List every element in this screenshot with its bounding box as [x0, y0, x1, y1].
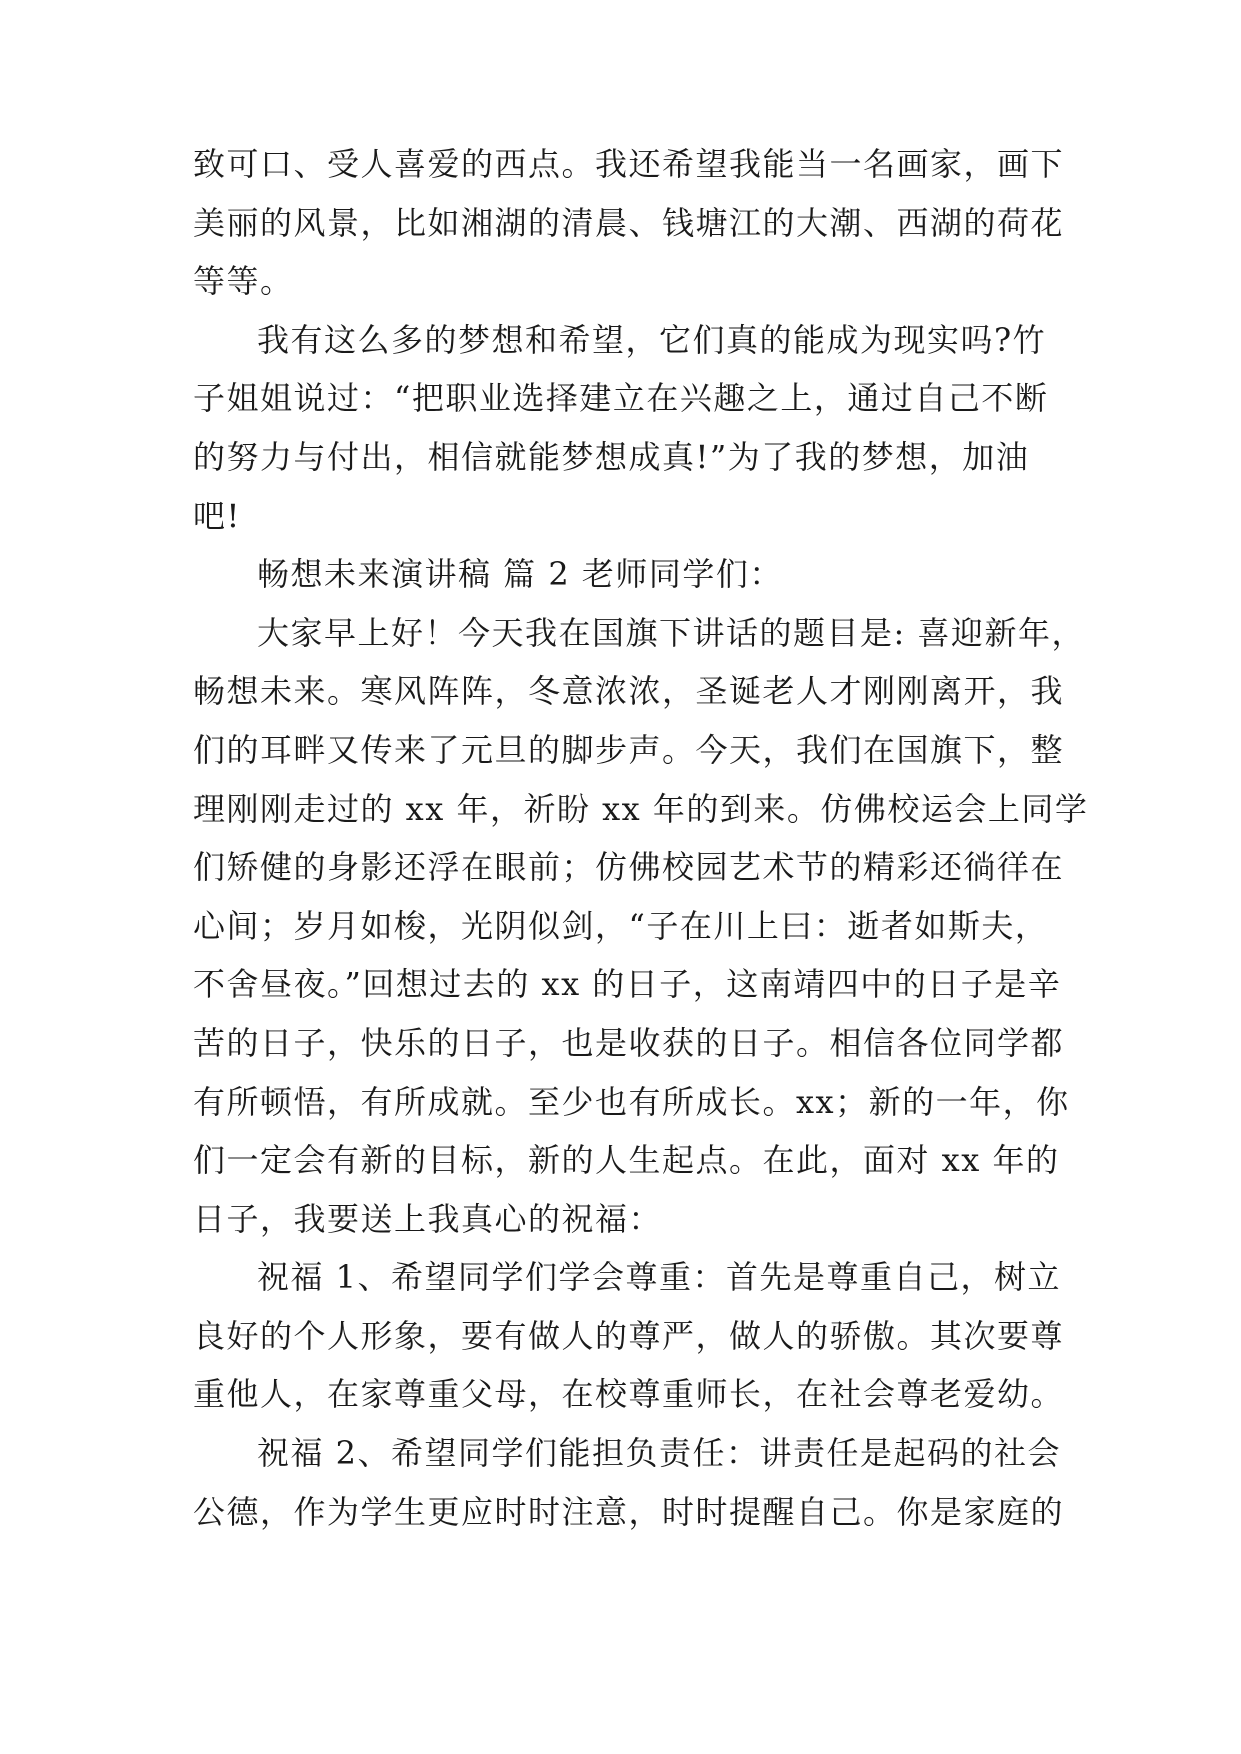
text-line: 子姐姐说过：“把职业选择建立在兴趣之上，通过自己不断: [193, 379, 1049, 418]
text-line: 畅想未来演讲稿 篇 2 老师同学们：: [257, 555, 783, 594]
text-line: 重他人，在家尊重父母，在校尊重师长，在社会尊老爱幼。: [193, 1375, 1065, 1414]
text-line: 们矫健的身影还浮在眼前；仿佛校园艺术节的精彩还徜徉在: [193, 848, 1065, 887]
text-line: 的努力与付出，相信就能梦想成真!”为了我的梦想，加油: [193, 437, 1030, 476]
text-line: 祝福 1、希望同学们学会尊重：首先是尊重自己，树立: [257, 1258, 1062, 1297]
text-line: 我有这么多的梦想和希望，它们真的能成为现实吗?竹: [257, 320, 1047, 359]
text-line: 心间；岁月如梭，光阴似剑，“子在川上曰：逝者如斯夫，: [193, 906, 1049, 945]
text-line: 美丽的风景，比如湘湖的清晨、钱塘江的大潮、西湖的荷花: [193, 203, 1065, 242]
text-line: 们一定会有新的目标，新的人生起点。在此，面对 xx 年的: [193, 1141, 1060, 1180]
text-line: 致可口、受人喜爱的西点。我还希望我能当一名画家，画下: [193, 145, 1065, 183]
document-body: [193, 135, 1089, 1541]
text-line: 大家早上好！今天我在国旗下讲话的题目是: 喜迎新年，: [257, 613, 1085, 652]
text-line: 理刚刚走过的 xx 年，祈盼 xx 年的到来。仿佛校运会上同学: [193, 789, 1089, 828]
text-line: 不舍昼夜。”回想过去的 xx 的日子，这南靖四中的日子是辛: [193, 965, 1062, 1004]
text-line: 祝福 2、希望同学们能担负责任：讲责任是起码的社会: [257, 1434, 1062, 1473]
text-line: 日子，我要送上我真心的祝福：: [193, 1199, 663, 1238]
text-line: 苦的日子，快乐的日子，也是收获的日子。相信各位同学都: [193, 1023, 1065, 1062]
text-line: 们的耳畔又传来了元旦的脚步声。今天，我们在国旗下，整: [193, 730, 1065, 769]
text-line: 吧!: [193, 496, 241, 535]
text-line: 畅想未来。寒风阵阵，冬意浓浓，圣诞老人才刚刚离开，我: [193, 672, 1065, 711]
text-line: 等等。: [193, 262, 294, 301]
text-line: 公德，作为学生更应时时注意，时时提醒自己。你是家庭的: [193, 1492, 1065, 1531]
text-line: 良好的个人形象，要有做人的尊严，做人的骄傲。其次要尊: [193, 1316, 1065, 1355]
text-line: 有所顿悟，有所成就。至少也有所成长。xx；新的一年，你: [193, 1082, 1070, 1121]
